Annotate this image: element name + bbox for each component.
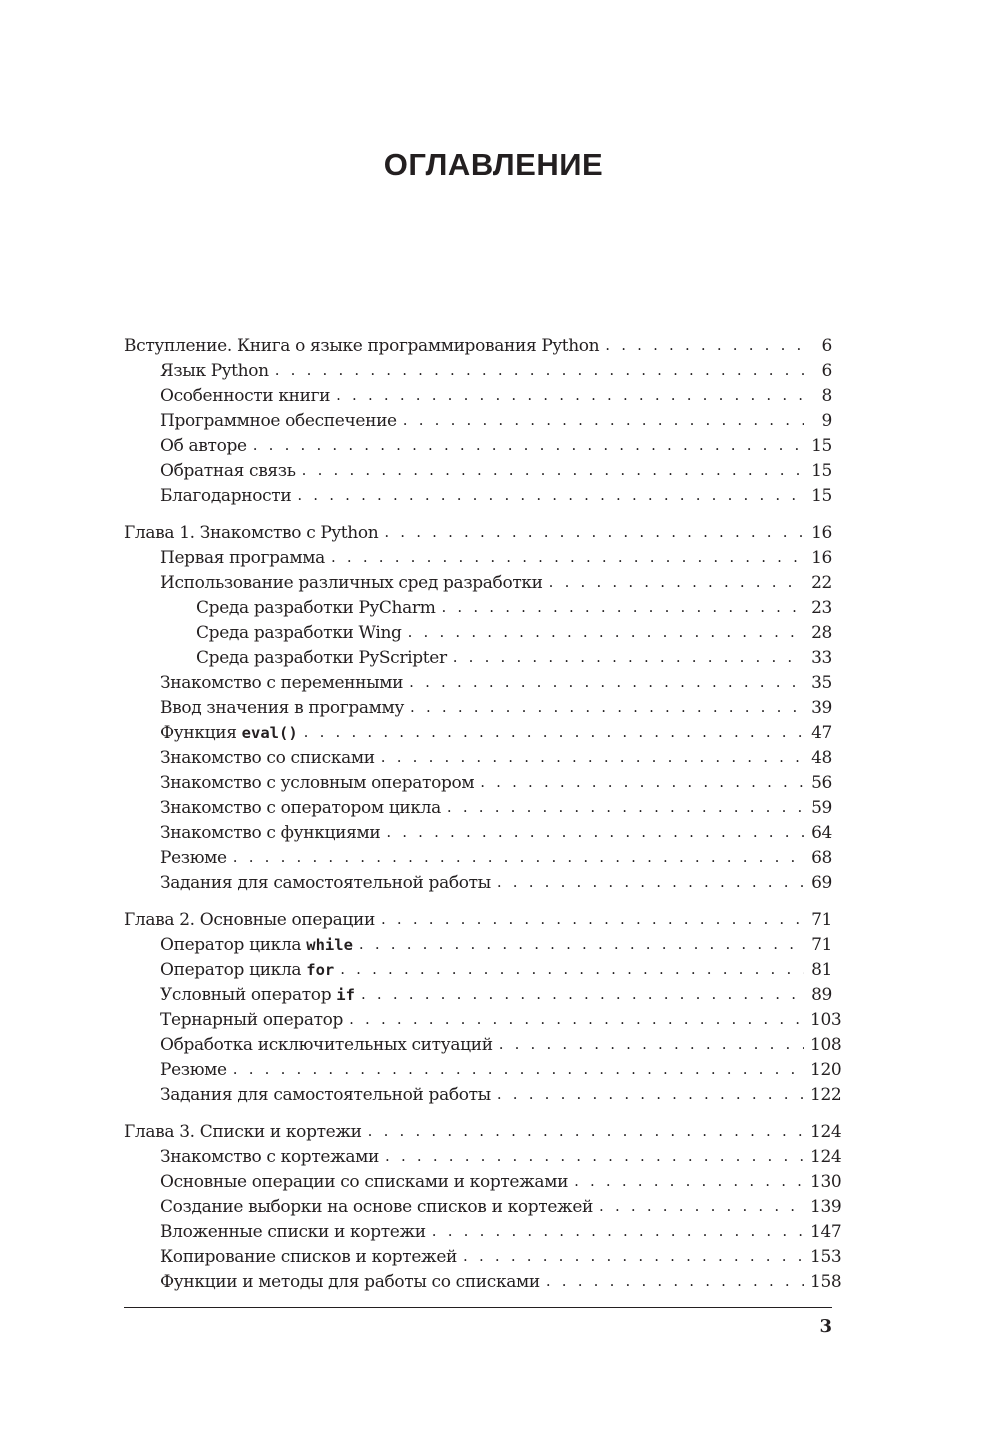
toc-page-number: 39 [811,698,832,718]
title-text: Среда разработки PyCharm [196,598,436,618]
dot-leader [463,1244,804,1269]
page-title: ОГЛАВЛЕНИЕ [383,147,604,182]
dot-leader [480,770,804,795]
title-text: Условный оператор [160,985,337,1005]
toc-entry[interactable] [124,871,832,896]
title-text: Знакомство с функциями [160,823,381,843]
toc-entry-title [160,671,403,696]
toc-entry-title [160,871,491,896]
title-text: Вступление. Книга о языке программирования Python [124,336,600,356]
toc-entry[interactable] [124,1083,842,1108]
toc-entry-title [160,434,247,459]
toc-page-number: 28 [811,623,832,643]
toc-entry-title [160,1033,493,1058]
title-text: Знакомство с переменными [160,673,404,693]
title-text: Оператор цикла [160,935,307,955]
toc-page-number: 81 [811,960,832,980]
toc-entry-title [160,771,474,796]
toc-entry[interactable] [124,846,832,871]
toc-page-number: 15 [811,486,832,506]
dot-leader [441,595,804,620]
toc-entry-title [124,1120,362,1145]
dot-leader [349,1007,804,1032]
toc-entry-title [160,1270,540,1295]
code-keyword: if [336,986,355,1004]
title-text: Язык Python [160,361,269,381]
toc-page-number: 139 [810,1197,842,1217]
toc-page-number: 71 [811,910,832,930]
code-keyword: eval() [241,724,298,742]
toc-entry[interactable] [124,1245,842,1270]
toc-entry-title [160,1170,568,1195]
dot-leader [297,483,804,508]
title-text: Знакомство с условным оператором [160,773,475,793]
toc-entry-title [124,334,599,359]
dot-leader [340,957,804,982]
toc-page-number: 23 [811,598,832,618]
toc-entry[interactable] [124,1195,842,1220]
title-text: Глава 2. Основные операции [124,910,375,930]
toc-entry-title [160,546,325,571]
toc-entry[interactable] [124,933,832,958]
title-text: Об авторе [160,436,247,456]
title-text: Резюме [160,848,227,868]
toc-entry-title [160,796,441,821]
toc-page-number: 69 [811,873,832,893]
toc-entry-title [160,384,330,409]
dot-leader [384,520,804,545]
toc-section [124,908,842,1108]
toc-section [124,334,832,509]
toc-page-number: 9 [821,411,832,431]
toc-entry-title [160,1195,593,1220]
title-text: Знакомство с оператором цикла [160,798,441,818]
dot-leader [368,1119,804,1144]
dot-leader [605,333,804,358]
toc-page-number: 35 [811,673,832,693]
toc-entry-title [160,1245,457,1270]
dot-leader [432,1219,804,1244]
title-text: Глава 1. Знакомство с Python [124,523,379,543]
toc-entry-title [160,1145,379,1170]
title-text: Знакомство со списками [160,748,375,768]
dot-leader [381,907,804,932]
title-text: Ввод значения в программу [160,698,405,718]
toc-entry[interactable] [124,1220,842,1245]
title-text: Функции и методы для работы со списками [160,1272,540,1292]
dot-leader [233,845,804,870]
toc-entry[interactable] [124,434,832,459]
toc-page-number: 124 [810,1147,842,1167]
dot-leader [331,545,804,570]
toc-page-number: 33 [811,648,832,668]
toc-page-number: 6 [821,361,832,381]
page-number: 3 [819,1316,832,1337]
toc-entry[interactable] [124,746,832,771]
toc-entry-title [160,1058,227,1083]
toc-page-number: 59 [811,798,832,818]
title-text: Резюме [160,1060,227,1080]
title-text: Функция [160,723,242,743]
dot-leader [233,1057,804,1082]
toc-entry-title [160,1008,343,1033]
title-text: Создание выборки на основе списков и кортежей [160,1197,594,1217]
title-text: Среда разработки PyScripter [196,648,447,668]
toc-section [124,521,832,896]
toc-page-number: 71 [811,935,832,955]
toc-chapter-entry[interactable] [124,521,832,546]
title-text: Основные операции со списками и кортежами [160,1172,569,1192]
dot-leader [302,458,804,483]
title-text: Вложенные списки и кортежи [160,1222,426,1242]
toc-entry-title [160,821,380,846]
title-text: Обратная связь [160,461,296,481]
dot-leader [549,570,804,595]
toc-entry[interactable] [124,646,832,671]
toc-entry[interactable] [124,621,832,646]
toc-page-number: 16 [811,523,832,543]
title-text: Обработка исключительных ситуаций [160,1035,493,1055]
toc-entry-title [160,359,269,384]
dot-leader [381,745,804,770]
toc-chapter-entry[interactable] [124,334,832,359]
dot-leader [275,358,804,383]
dot-leader [453,645,804,670]
toc-page-number: 89 [811,985,832,1005]
toc-entry[interactable] [124,459,832,484]
toc-entry[interactable] [124,1145,842,1170]
toc-entry[interactable] [124,359,832,384]
toc-entry[interactable] [124,1033,842,1058]
toc-page-number: 147 [810,1222,842,1242]
footer-divider [124,1307,832,1308]
title-text: Первая программа [160,548,325,568]
title-text: Особенности книги [160,386,331,406]
toc-entry-title [160,933,353,958]
dot-leader [408,620,804,645]
title-text: Знакомство с кортежами [160,1147,380,1167]
toc-page-number: 15 [811,461,832,481]
toc-entry[interactable] [124,796,832,821]
toc-page-number: 120 [810,1060,842,1080]
toc-page-number: 15 [811,436,832,456]
dot-leader [497,1082,804,1107]
toc-entry-title [160,1083,491,1108]
title-text: Благодарности [160,486,292,506]
toc-entry-title [160,721,298,746]
toc-page-number: 22 [811,573,832,593]
toc-entry-title [160,846,227,871]
toc-entry[interactable] [124,1270,842,1295]
toc-entry-title [160,696,404,721]
dot-leader [361,982,804,1007]
toc-page-number: 124 [810,1122,842,1142]
dot-leader [386,820,804,845]
toc-entry-title [160,409,397,434]
title-text: Задания для самостоятельной работы [160,1085,491,1105]
toc-entry[interactable] [124,721,832,746]
toc-entry[interactable] [124,596,832,621]
toc-entry-title [124,521,378,546]
toc-entry-title [160,1220,426,1245]
toc-chapter-entry[interactable] [124,908,832,933]
title-text: Оператор цикла [160,960,307,980]
title-text: Среда разработки Wing [196,623,402,643]
toc-page-number: 68 [811,848,832,868]
title-text: Использование различных сред разработки [160,573,543,593]
toc-entry-title [196,596,435,621]
toc-entry[interactable] [124,409,832,434]
toc-page-number: 48 [811,748,832,768]
dot-leader [385,1144,804,1169]
toc-entry-title [196,646,447,671]
toc-section [124,1120,842,1295]
toc-entry[interactable] [124,571,832,596]
toc-entry-title [160,459,296,484]
dot-leader [599,1194,804,1219]
toc-page-number: 103 [810,1010,842,1030]
dot-leader [574,1169,804,1194]
dot-leader [409,670,804,695]
toc-entry-title [124,908,375,933]
title-text: Программное обеспечение [160,411,397,431]
toc-page-number: 158 [810,1272,842,1292]
toc-page-number: 130 [810,1172,842,1192]
title-text: Тернарный оператор [160,1010,344,1030]
toc-entry-title [160,983,355,1008]
toc-entry-title [160,484,291,509]
toc-entry[interactable] [124,821,832,846]
code-keyword: for [306,961,335,979]
code-keyword: while [306,936,353,954]
toc-page-number: 8 [821,386,832,406]
toc-page-number: 6 [821,336,832,356]
toc-entry-title [160,571,543,596]
toc-page-number: 16 [811,548,832,568]
title-text: Копирование списков и кортежей [160,1247,458,1267]
toc-entry[interactable] [124,1058,842,1083]
toc-entry[interactable] [124,671,832,696]
toc-entry[interactable] [124,771,832,796]
dot-leader [304,720,804,745]
toc-page-number: 64 [811,823,832,843]
toc-entry[interactable] [124,696,832,721]
dot-leader [403,408,804,433]
dot-leader [447,795,804,820]
dot-leader [499,1032,804,1057]
toc-page-number: 153 [810,1247,842,1267]
toc-entry[interactable] [124,1008,842,1033]
toc-page-number: 56 [811,773,832,793]
toc-entry[interactable] [124,983,832,1008]
toc-page-number: 122 [810,1085,842,1105]
dot-leader [546,1269,804,1294]
title-text: Глава 3. Списки и кортежи [124,1122,362,1142]
toc-page-number: 47 [811,723,832,743]
toc-entry[interactable] [124,484,832,509]
title-text: Задания для самостоятельной работы [160,873,491,893]
toc-entry-title [160,746,375,771]
dot-leader [359,932,804,957]
toc-page-number: 108 [810,1035,842,1055]
toc-entry[interactable] [124,546,832,571]
toc-entry[interactable] [124,384,832,409]
toc-entry[interactable] [124,1170,842,1195]
toc-entry-title [160,958,334,983]
toc-entry-title [196,621,402,646]
table-of-contents [124,334,842,1307]
dot-leader [410,695,804,720]
toc-chapter-entry[interactable] [124,1120,842,1145]
toc-entry[interactable] [124,958,832,983]
dot-leader [497,870,804,895]
dot-leader [336,383,804,408]
dot-leader [253,433,804,458]
